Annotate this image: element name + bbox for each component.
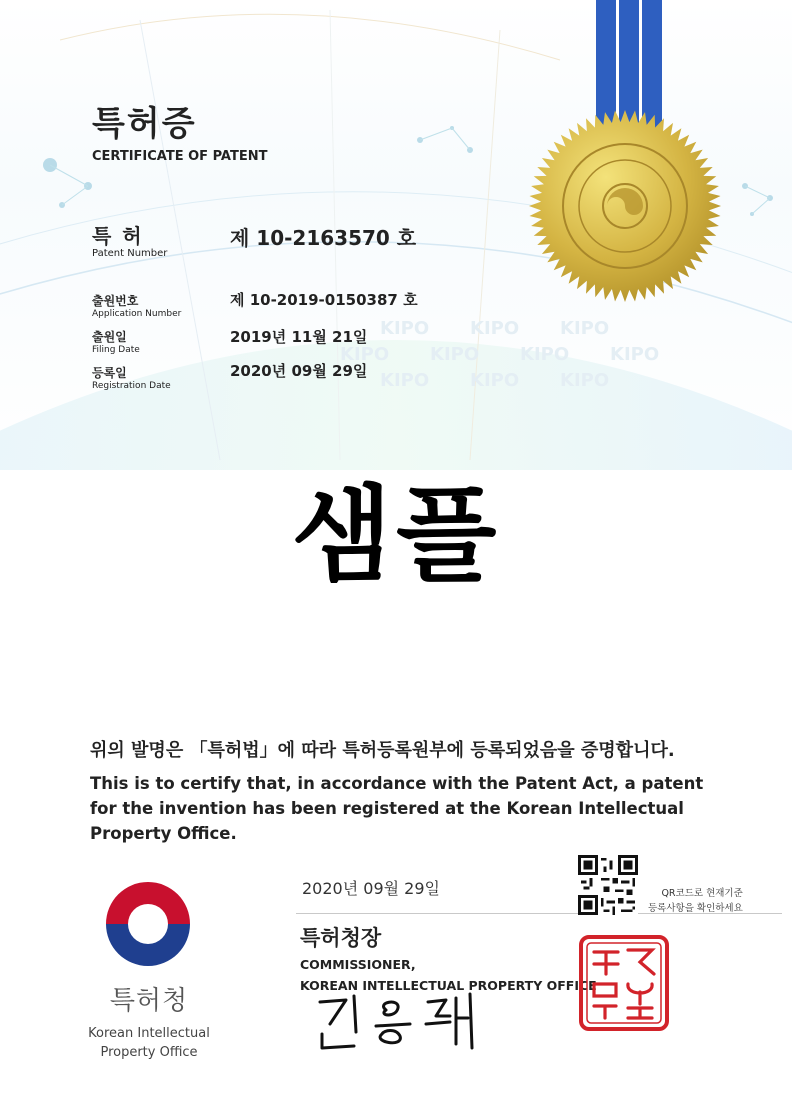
certificate-title: 특허증	[92, 104, 197, 144]
registration-date-label: 등록일	[92, 366, 127, 380]
svg-text:KIPO: KIPO	[560, 370, 610, 391]
issue-date: 2020년 09월 29일	[302, 879, 440, 898]
svg-text:KIPO: KIPO	[340, 344, 390, 365]
patent-number-value: 제 10-2163570 호	[230, 226, 417, 250]
svg-text:KIPO: KIPO	[430, 344, 480, 365]
gold-seal	[527, 108, 723, 304]
svg-text:KIPO: KIPO	[470, 370, 520, 391]
qr-instruction-text	[648, 886, 743, 916]
filing-date-value: 2019년 11월 21일	[230, 328, 368, 346]
commissioner-title-korean: 특허청장	[300, 926, 382, 950]
handwritten-signature	[300, 988, 500, 1054]
patent-number-label-english: Patent Number	[92, 248, 168, 259]
svg-text:KIPO: KIPO	[470, 318, 520, 339]
application-number-label-english: Application Number	[92, 309, 182, 319]
registration-date-value: 2020년 09월 29일	[230, 362, 368, 380]
org-english-line-1: Korean Intellectual	[88, 1026, 210, 1041]
qr-note-line-2: 등록사항을 확인하세요	[648, 903, 743, 914]
registration-date-label-english: Registration Date	[92, 381, 171, 391]
svg-text:KIPO: KIPO	[610, 344, 660, 365]
sample-watermark: 샘플	[291, 474, 501, 596]
certification-statement-english: This is to certify that, in accordance with the Patent Act, a patent for the invention has been registered at the Korean Intellectual Property Office.	[90, 774, 704, 843]
qr-code[interactable]	[578, 855, 638, 915]
certificate-title-english: CERTIFICATE OF PATENT	[92, 149, 268, 164]
commissioner-english-line-2: KOREAN INTELLECTUAL PROPERTY OFFICE	[300, 978, 597, 993]
application-number-label: 출원번호	[92, 294, 139, 308]
svg-text:KIPO: KIPO	[380, 318, 430, 339]
svg-text:KIPO: KIPO	[380, 370, 430, 391]
filing-date-label-english: Filing Date	[92, 345, 140, 355]
issuing-organization-english	[74, 1024, 224, 1062]
filing-date-label: 출원일	[92, 330, 127, 344]
official-seal-stamp	[578, 934, 670, 1032]
qr-note-line-1: QR코드로 현재기준	[661, 888, 743, 899]
org-english-line-2: Property Office	[100, 1045, 198, 1060]
patent-number-label: 특 허	[92, 224, 144, 248]
svg-text:KIPO: KIPO	[520, 344, 570, 365]
application-number-value: 제 10-2019-0150387 호	[230, 291, 418, 309]
kipo-logo-icon	[102, 878, 194, 970]
certification-statement-korean: 위의 발명은 「특허법」에 따라 특허등록원부에 등록되었음을 증명합니다.	[90, 740, 675, 761]
svg-text:KIPO: KIPO	[560, 318, 610, 339]
issuing-organization-korean: 특허청	[109, 986, 189, 1016]
commissioner-english-line-1: COMMISSIONER,	[300, 957, 416, 972]
